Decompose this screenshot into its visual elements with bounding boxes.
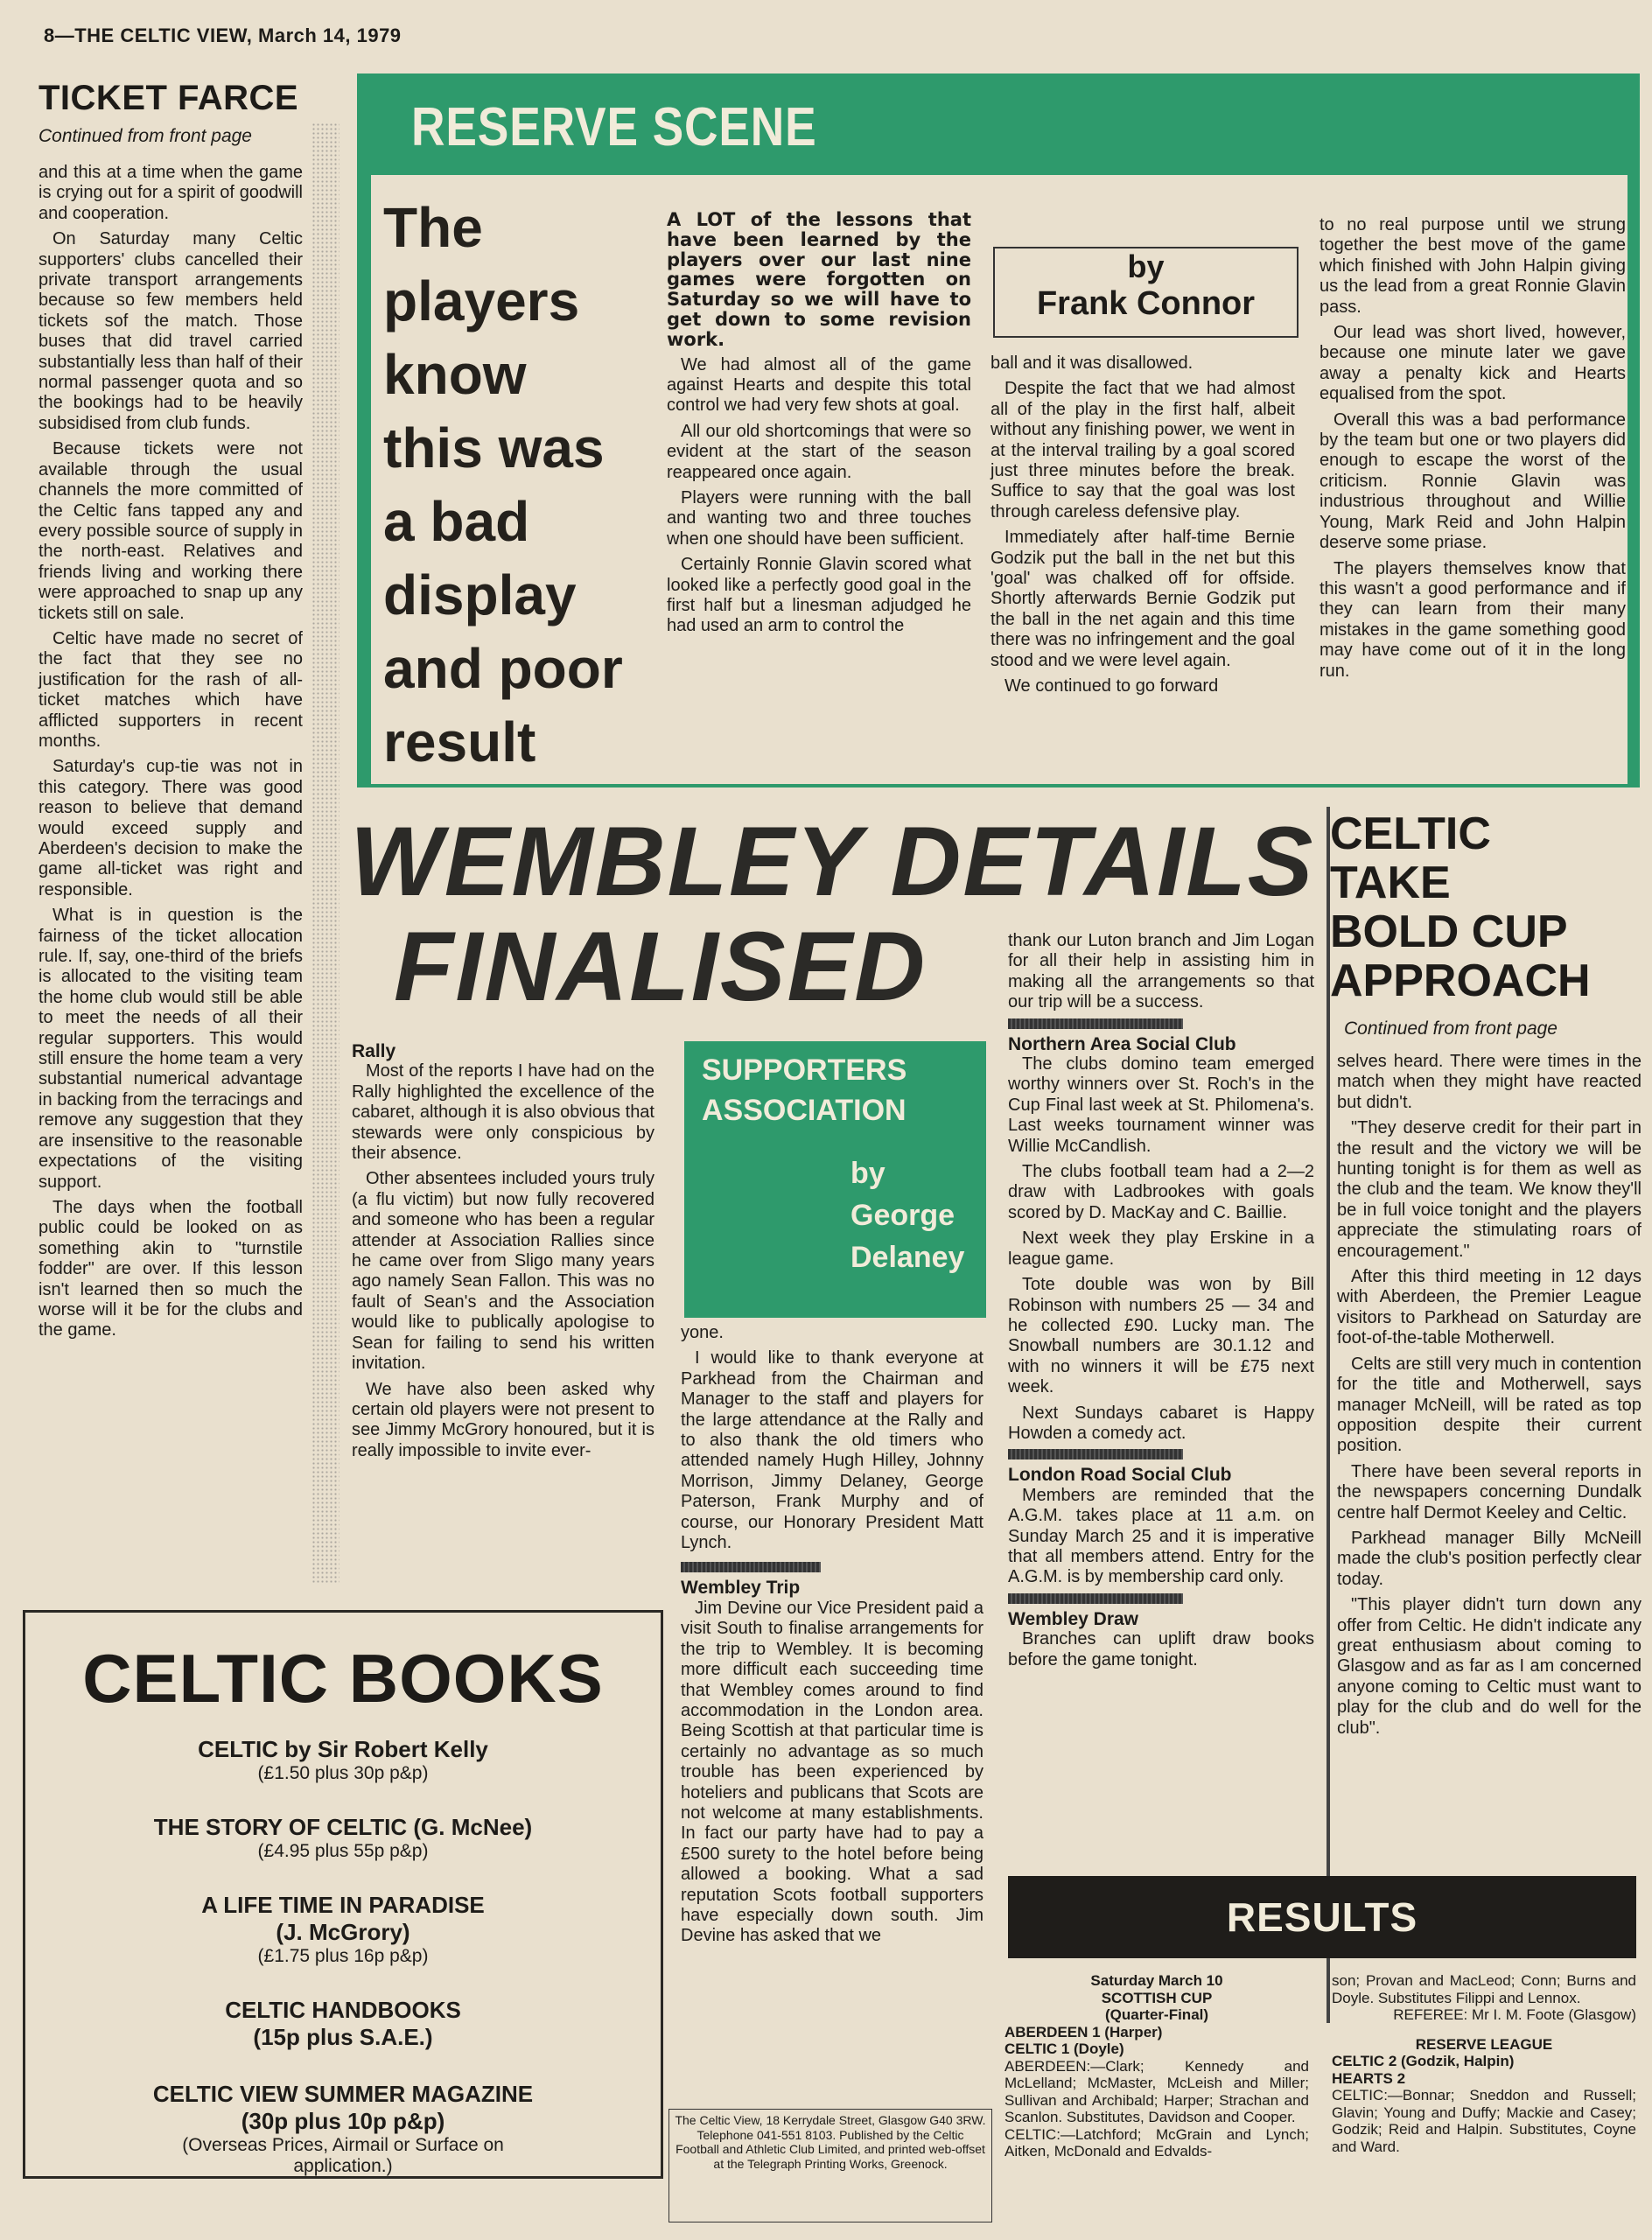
sa-box-line: ASSOCIATION [702,1094,906,1127]
reserve-lead: A LOT of the lessons that have been learned by the players over our last nine games were forgotten on Saturday so we will have to get down to some revision work. [667,209,971,350]
reserve-byline-box [993,247,1298,338]
headline-line: BOLD CUP [1330,906,1568,957]
paragraph: Players were running with the ball and wanting two and three touches when one should have been sufficient. [667,488,971,549]
wembley-headline-line-2: FINALISED [394,912,928,1021]
paragraph: to no real purpose until we strung together the best move of the game which finished with John Halpin giving us the lead from a great Ronnie Glavin pass. [1320,215,1626,317]
bold-cup-body [1337,1052,1642,1744]
sa-box-line: George [850,1199,956,1232]
headline-line: CELTIC [1330,808,1491,859]
paragraph: Certainly Ronnie Glavin scored what looked like a perfectly good goal in the first half but a linesman adjudged he had used an arm to control the [667,555,971,636]
wembley-col-3 [1008,931,1314,1676]
paragraph: Next week they play Erskine in a league game. [1008,1228,1314,1269]
wembley-col-2 [681,1323,984,1952]
reserve-scene-title: RESERVE SCENE [411,97,817,158]
page-folio: 8—THE CELTIC VIEW, March 14, 1979 [44,24,402,46]
book-name: CELTIC by Sir Robert Kelly [198,1736,488,1762]
paragraph: Most of the reports I have had on the Rally highlighted the excellence of the cabaret, although it is also obvious that stewards were only conspicious by their absence. [352,1061,654,1164]
paragraph: Celts are still very much in contention for the title and Motherwell, says manager McNeill, will be rated as top opposition despite their current position. [1337,1354,1642,1456]
book-name: CELTIC HANDBOOKS [225,1997,461,2023]
section-rule [1008,1449,1183,1460]
book-note: (Overseas Prices, Airmail or Surface on application.) [182,2135,504,2176]
publication-imprint: The Celtic View, 18 Kerrydale Street, Glasgow G40 3RW. Telephone 041-551 8103. Published by the Celtic Football and Athletic Club Limited, and printed web-offset at the Telegraph Printing Works, Greenock. [668,2109,992,2222]
paragraph: On Saturday many Celtic supporters' clubs cancelled their private transport arrangements because so few members held tickets sof the match. Those buses that did travel carried substantially less than half of their normal passenger quota and so the bookings had to be heavily subsidised from club funds. [38,229,303,433]
paragraph: Celtic have made no secret of the fact that they see no justification for the rash of all-ticket matches which have afflicted supporters in recent months. [38,628,303,751]
results-round: (Quarter-Final) [1104,2006,1209,2023]
result-line: CELTIC 2 (Godzik, Halpin) [1332,2053,1515,2069]
paragraph: What is in question is the fairness of the ticket allocation rule. If, say, one-third of the briefs is allocated to the visiting team the home club would still be able to meet the needs of all their regular supporters. This would still ensure the home team a very substantial numerical advantage in backing from the terracings and remove any suggestion that they are insensitive to the reasonable expectations of the visiting support. [38,906,303,1192]
paragraph: Saturday's cup-tie was not in this category. There was good reason to believe that demand would exceed supply and Aberdeen's decision to make the game all-ticket was right and responsible. [38,757,303,900]
paragraph: Other absentees included yours truly (a flu victim) but now fully recovered and someone who has been a regular attender at Association Rallies since he came over from Sligo many years ago namely Sean Fallon. This was no fault of Sean's and the Association would like to publically apologise to Sean for failing to send his written invitation. [352,1169,654,1374]
reserve-col-2 [667,210,971,642]
books-title: CELTIC BOOKS [82,1640,604,1717]
book-entry [25,1997,661,2051]
section-rule [1008,1018,1183,1029]
section-rule [681,1562,821,1572]
result-line: CELTIC 1 (Doyle) [1004,2040,1124,2057]
sa-box-line: by [850,1157,886,1190]
book-price: (£4.95 plus 55p p&p) [257,1841,429,1861]
paragraph: and this at a time when the game is crying out for a spirit of goodwill and cooperation. [38,163,303,223]
paragraph: ball and it was disallowed. [990,354,1194,373]
paragraph: After this third meeting in 12 days with Aberdeen, the Premier League visitors to Parkhead on Saturday are foot-of-the-table Motherwell. [1337,1267,1642,1348]
paragraph: Next Sundays cabaret is Happy Howden a comedy act. [1008,1403,1314,1443]
pull-quote-line: know [383,343,527,406]
paragraph: thank our Luton branch and Jim Logan for all their help in assisting him in making all the arrangements so that our trip will be a success. [1008,931,1314,1012]
paragraph: I would like to thank everyone at Parkhead from the Chairman and Manager to the staff and players for the large attendance at the Rally and to also thank the old timers who attended namely Hugh Hilley, Johnny Morrison, Jimmy Delaney, George Paterson, Frank Murphy and of course, our Honorary President Matt Lynch. [681,1348,984,1553]
pull-quote-line: result [383,710,536,774]
paragraph: Despite the fact that we had almost all of the play in the first half, albeit without any finishing power, we went in at the interval trailing by a goal scored just three minutes before the break. Suffice to say that the goal was lost through careless defensive play. [990,379,1295,522]
column-rule-stipple [312,122,340,1584]
reserve-team: CELTIC:—Bonnar; Sneddon and Russell; Glavin; Young and Duffy; Mackie and Casey; Godzik; Reid and Halpin. Substitutes, Coyne and Ward. [1332,2087,1636,2155]
london-road-subhead: London Road Social Club [1008,1465,1232,1486]
paragraph: The clubs domino team emerged worthy winners over St. Roch's in the Cup Final last week at St. Philomena's. Last weeks tournament winner was Willie McCandlish. [1008,1054,1314,1156]
reserve-col-3 [990,354,1295,703]
results-date: Saturday March 10 [1090,1972,1223,1989]
paragraph: Because tickets were not available through the usual channels the more committed of the Celtic fans tapped any and every possible source of supply in the north-east. Relatives and friends living and working there were approached to snap up any tickets still on sale. [38,439,303,623]
results-competition: SCOTTISH CUP [1101,1989,1213,2006]
paragraph: Members are reminded that the A.G.M. takes place at 11 a.m. on Sunday March 25 and it is imperative that all members attend. Entry for the A.G.M. is by membership card only. [1008,1485,1314,1587]
reserve-league-head: RESERVE LEAGUE [1415,2035,1553,2053]
book-name: THE STORY OF CELTIC (G. McNee) [153,1814,533,1840]
paragraph: The clubs football team had a 2—2 draw with Ladbrookes with goals scored by D. MacKay and C. Baillie. [1008,1162,1314,1222]
book-name: CELTIC VIEW SUMMER MAGAZINE [152,2081,534,2107]
paragraph: "This player didn't turn down any offer from Celtic. He didn't indicate any great enthusiasm about coming to Glasgow and as far as I am concerned anyone coming to Celtic must want to play for the club and do well for the club". [1337,1595,1642,1738]
book-entry [25,1814,661,1862]
book-price: (£1.50 plus 30p p&p) [257,1763,429,1783]
byline-author: Frank Connor [1036,285,1256,322]
results-title: RESULTS [1008,1876,1636,1958]
paragraph: selves heard. There were times in the match when they might have reacted but didn't. [1337,1052,1642,1112]
paragraph: Our lead was short lived, however, because one minute later we gave away a penalty kick and Hearts equalised from the spot. [1320,323,1626,404]
supporters-association-box [684,1041,986,1318]
pull-quote-line: a bad [383,490,530,553]
section-rule [1008,1593,1183,1604]
paragraph: Tote double was won by Bill Robinson with numbers 25 — 34 and he collected £90. Lucky man. The Snowball numbers are 30.1.12 and with no winners it will be £75 next week. [1008,1275,1314,1397]
celtic-team-cont: son; Provan and MacLeod; Conn; Burns and Doyle. Substitutes Filippi and Lennox. [1332,1972,1636,2006]
pull-quote-line: players [383,270,580,332]
book-price-line: (15p plus S.A.E.) [253,2024,433,2050]
paragraph: We continued to go forward [1004,676,1219,696]
rally-subhead: Rally [352,1041,396,1061]
reserve-col-4 [1320,215,1626,687]
paragraph: yone. [681,1323,724,1342]
paragraph: Branches can uplift draw books before the game tonight. [1008,1629,1314,1670]
ticket-farce-body [38,163,303,1347]
headline-line: APPROACH [1330,956,1591,1006]
paragraph: We had almost all of the game against Hearts and despite this total control we had very few shots at goal. [667,354,971,416]
aberdeen-team: ABERDEEN:—Clark; Kennedy and McLelland; McMaster, McLeish and Miller; Sullivan and Archibald; Harper; Strachan and Scanlon. Substitutes, Davidson and Cooper. [1004,2057,1309,2125]
results-col-2 [1332,1972,1636,2155]
book-author: (J. McGrory) [276,1919,410,1945]
pull-quote-line: and poor [383,637,623,700]
book-name: A LIFE TIME IN PARADISE [201,1892,485,1918]
ticket-farce-continued: Continued from front page [38,126,252,146]
paragraph: "They deserve credit for their part in the result and the victory we will be hunting tonight is for them as well as the club and the team. We know they'll be in full voice tonight and the players appreciate the stimulating roars of encouragement." [1337,1118,1642,1261]
wembley-headline-line-1: WEMBLEY DETAILS [350,807,1315,916]
paragraph: Parkhead manager Billy McNeill made the club's position perfectly clear today. [1337,1528,1642,1589]
paragraph: All our old shortcomings that were so evident at the start of the season reappeared once again. [667,421,971,482]
bold-cup-continued: Continued from front page [1344,1018,1558,1039]
reserve-pull-quote [383,191,672,779]
referee: REFEREE: Mr I. M. Foote (Glasgow) [1393,2006,1636,2023]
byline-by: by [1127,248,1165,284]
result-line: HEARTS 2 [1332,2069,1406,2087]
pull-quote-line: this was [383,416,605,480]
paragraph: The players themselves know that this wasn't a good performance and if they can learn from their many mistakes in the game something good may have come out of it in the long run. [1320,558,1626,681]
book-entry [25,2081,661,2177]
paragraph: Jim Devine our Vice President paid a visit South to finalise arrangements for the trip to Wembley. It is becoming more difficult each succeeding time that Wembley comes around to find accommodation in the London area. Being Scottish at that particular time is certainly no advantage as so much trouble has been experienced by hoteliers and publicans that Scots are not welcome at many establishments. In fact our party have had to pay a £500 surety to the hotel before being allowed a booking. What a sad reputation Scots football supporters have especially down south. Jim Devine has asked that we [681,1598,984,1946]
wembley-draw-subhead: Wembley Draw [1008,1608,1138,1629]
ticket-farce-headline: TICKET FARCE [38,79,299,117]
pull-quote-line: The [383,196,483,259]
book-entry [25,1892,661,1967]
bold-cup-headline [1330,809,1645,1005]
paragraph: Overall this was a bad performance by the team but one or two players did enough to escape the worst of the criticism. Ronnie Glavin was industrious throughout and Willie Young, Mark Reid and John Halpin deserve some priase. [1320,410,1626,553]
sa-box-line: SUPPORTERS [702,1054,907,1087]
wembley-col-1 [352,1041,654,1466]
pull-quote-line: display [383,564,577,626]
paragraph: The days when the football public could be looked on as something akin to "turnstile fodder" are over. If this lesson isn't learned then so much the worse will it be for the clubs and the game. [38,1197,303,1340]
celtic-team: CELTIC:—Latchford; McGrain and Lynch; Aitken, McDonald and Edvalds- [1004,2125,1309,2160]
results-col-1 [1004,1972,1309,2160]
result-line: ABERDEEN 1 (Harper) [1004,2023,1163,2040]
northern-subhead: Northern Area Social Club [1008,1033,1236,1054]
celtic-books-advert [23,1610,663,2179]
book-price: (£1.75 plus 16p p&p) [257,1946,429,1966]
book-price-line: (30p plus 10p p&p) [241,2108,445,2134]
paragraph: There have been several reports in the newspapers concerning Dundalk centre half Dermot Keeley and Celtic. [1337,1461,1642,1522]
book-entry [25,1736,661,1784]
sa-box-line: Delaney [850,1241,965,1274]
paragraph: Immediately after half-time Bernie Godzik put the ball in the net but this 'goal' was chalked off for offside. Shortly afterwards Bernie Godzik put the ball in the net again and this time there was no infringement and the goal stood and we were level again. [990,528,1295,670]
paragraph: We have also been asked why certain old players were not present to see Jimmy McGrory honoured, but it is really impossible to invite ever- [352,1379,654,1460]
wembley-trip-subhead: Wembley Trip [681,1578,801,1599]
headline-line: TAKE [1330,858,1451,908]
